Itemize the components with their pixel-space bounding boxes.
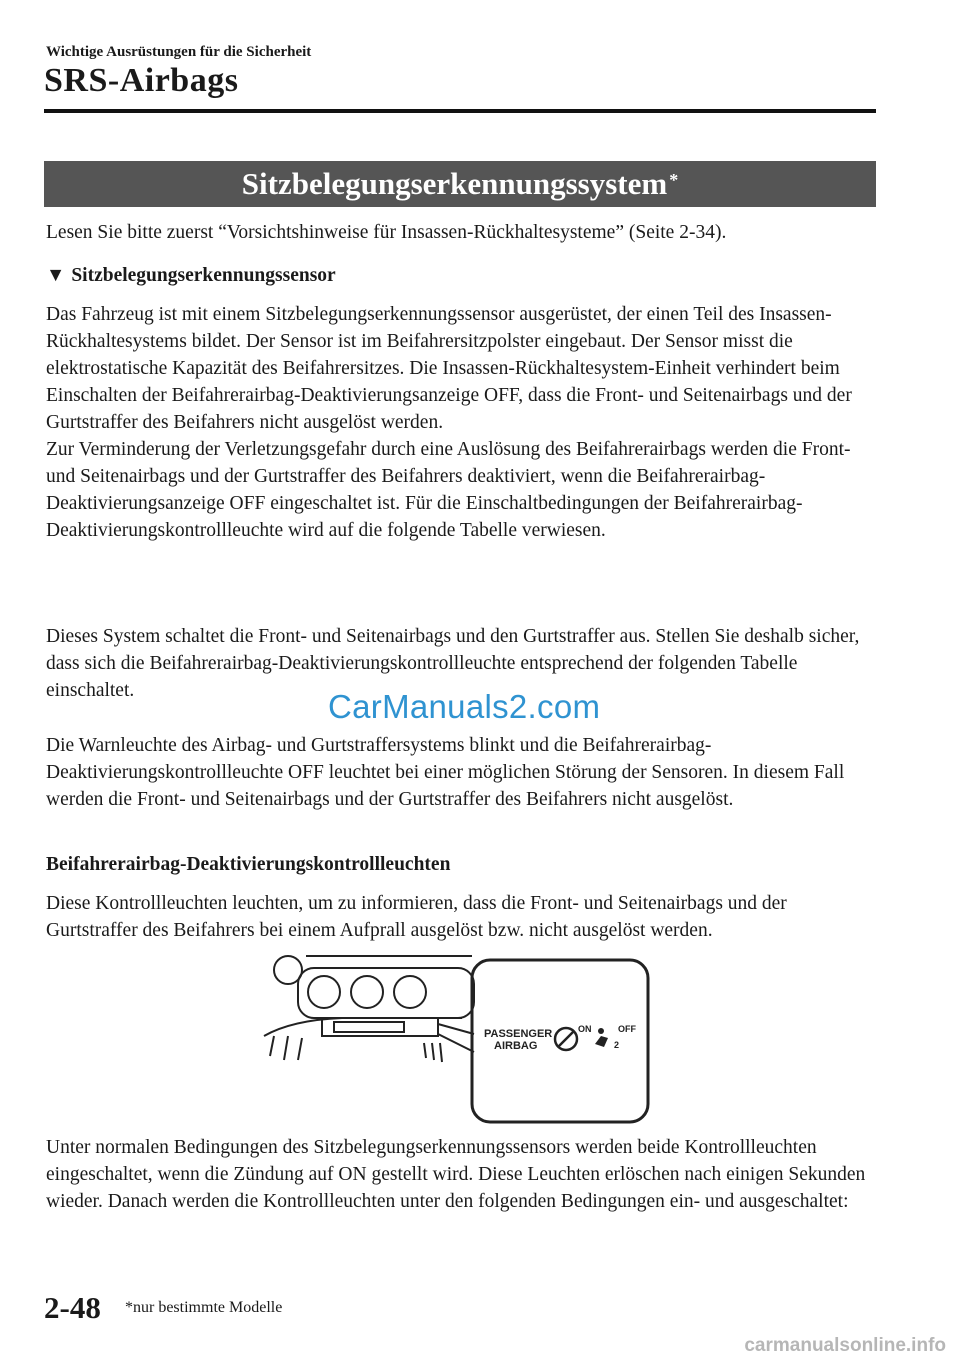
paragraph-sensor-text: Das Fahrzeug ist mit einem Sitzbelegungserkennungssensor ausgerüstet, der einen Teil des Insassen-Rückhaltesystems bildet. Der Sensor ist im Beifahrersitzpolster eingebaut. Der Sensor misst die elektrostatische Kapazität des Beifahrersitzes. Die Insassen-Rückhaltesystem-Einheit verhindert beim Einschalten der Beifahrerairbag-Deaktivierungsanzeige OFF, dass die Front- und Seitenairbags und der Gurtstraffer des Beifahrers nicht ausgelöst werden. Zur Verminderung der Verletzungsgefahr durch eine Auslösung des Beifahrerairbags werden die Front- und Seitenairbags und der Gurtstraffer des Beifahrers deaktiviert, wenn die Beifahrerairbag-Deaktivierungsanzeige OFF eingeschaltet ist. Für die Einschaltbedingungen der Beifahrerairbag-Deaktivierungskontrollleuchte wird auf die folgende Tabelle verwiesen.	[46, 304, 852, 541]
off-number: 2	[614, 1040, 620, 1050]
triangle-marker-icon: ▼	[46, 265, 66, 286]
off-label: OFF	[618, 1024, 636, 1034]
page-number: 2-48	[44, 1290, 101, 1325]
watermark-logo: CarManuals2.com	[328, 688, 601, 725]
heading-bar	[44, 161, 876, 207]
passenger-label-line2: AIRBAG	[494, 1040, 538, 1052]
section-title: SRS-Airbags	[44, 62, 239, 99]
intro-text: Lesen Sie bitte zuerst “Vorsichtshinweise für Insassen-Rückhaltesysteme” (Seite 2-34).	[46, 222, 727, 243]
console-lines-left	[270, 1036, 302, 1060]
on-label: ON	[578, 1024, 592, 1034]
dashboard-curve	[264, 1018, 462, 1036]
paragraph-indicators: Diese Kontrollleuchten leuchten, um zu informieren, dass die Front- und Seitenairbags und der Gurtstraffer des Beifahrers bei einem Aufprall ausgelöst bzw. nicht ausgelöst werden.	[46, 893, 787, 941]
heading-text: Sitzbelegungserkennungssystem	[241, 166, 668, 201]
title-rule	[44, 109, 876, 113]
paragraph-system: Dieses System schaltet die Front- und Seitenairbags und den Gurtstraffer aus. Stellen Sie deshalb sicher, dass sich die Beifahrerairbag-Deaktivierungskontrollleuchte entsprechend der folgenden Tabelle einschaltet.	[46, 626, 860, 701]
airbag-off-icon	[595, 1028, 608, 1047]
site-footer-watermark: carmanualsonline.info	[744, 1335, 946, 1356]
subheading-text: Sitzbelegungserkennungssensor	[71, 265, 336, 286]
indicator-panel	[322, 1018, 438, 1036]
console-lines-right	[424, 1043, 442, 1062]
paragraph-warning: Die Warnleuchte des Airbag- und Gurtstraffersystems blinkt und die Beifahrerairbag-Deaktivierungskontrollleuchte OFF leuchtet bei einer möglichen Störung der Sensoren. In diesem Fall werden die Front- und Seitenairbags und der Gurtstraffer des Beifahrers nicht ausgelöst.	[46, 735, 845, 810]
paragraph-conditions: Unter normalen Bedingungen des Sitzbelegungserkennungssensors werden beide Kontrollleuchten eingeschaltet, wenn die Zündung auf ON gestellt wird. Diese Leuchten erlöschen nach einigen Sekunden wieder. Danach werden die Kontrollleuchten unter den folgenden Bedingungen ein- und ausgeschaltet:	[46, 1137, 866, 1212]
vent-center	[351, 976, 383, 1008]
indicator-window	[334, 1022, 404, 1032]
airbag-on-slash	[558, 1031, 574, 1047]
subheading	[46, 262, 866, 289]
dashboard-illustration	[262, 948, 658, 1128]
heading-footnote-mark: *	[669, 170, 679, 190]
passenger-label-line1: PASSENGER	[484, 1028, 553, 1040]
section-kicker: Wichtige Ausrüstungen für die Sicherheit	[46, 44, 312, 60]
footnote: *nur bestimmte Modelle	[125, 1299, 283, 1316]
paragraph-sensor	[46, 301, 866, 544]
vent-right	[394, 976, 426, 1008]
vent-left	[308, 976, 340, 1008]
subheading-indicators: Beifahrerairbag-Deaktivierungskontrollleuchten	[46, 854, 451, 875]
zoom-pointer	[438, 1024, 474, 1052]
